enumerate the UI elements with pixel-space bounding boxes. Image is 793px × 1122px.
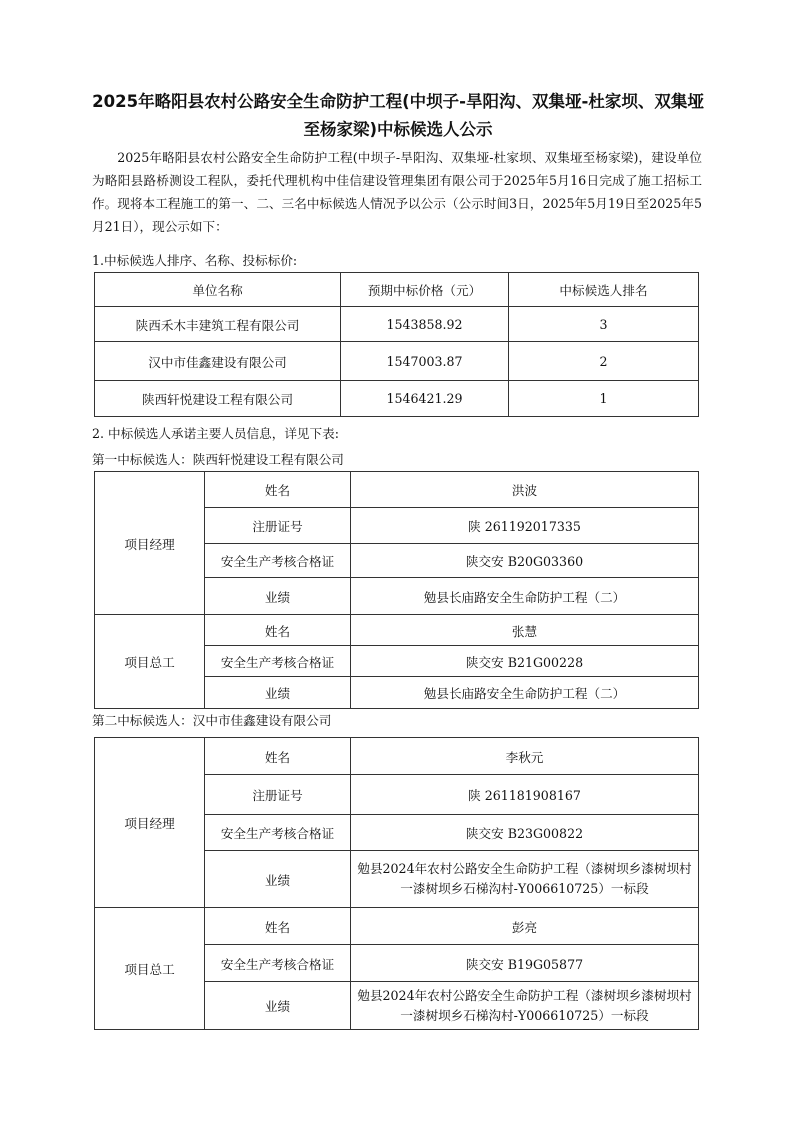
- role-project-manager: 项目经理: [95, 738, 205, 908]
- intro-paragraph: 2025年略阳县农村公路安全生命防护工程(中坝子-旱阳沟、双集垭-杜家坝、双集垭至杨家梁)，建设单位为略阳县路桥测设工程队，委托代理机构中佳信建设管理集团有限公司于2025年5月16日完成了施工招标工作。现将本工程施工的第一、二、三名中标候选人情况予以公示（公示时间3日，2025年5月19日至2025年5月21日），现公示如下：: [92, 150, 702, 234]
- first-candidate-caption: 第一中标候选人：陕西轩悦建设工程有限公司: [92, 452, 344, 467]
- candidate-rank: 1: [509, 381, 699, 417]
- field-label: 姓名: [205, 615, 351, 646]
- first-candidate-personnel-table: [94, 471, 699, 709]
- field-label: 业绩: [205, 578, 351, 615]
- bid-price: 1546421.29: [341, 381, 509, 417]
- field-label: 注册证号: [205, 508, 351, 544]
- field-label: 姓名: [205, 738, 351, 775]
- header-rank: 中标候选人排名: [509, 273, 699, 307]
- field-label: 安全生产考核合格证: [205, 544, 351, 578]
- company-name: 陕西禾木丰建筑工程有限公司: [95, 307, 341, 342]
- safety-certificate: 陕交安 B23G00822: [351, 815, 699, 851]
- person-name: 张慧: [351, 615, 699, 646]
- second-candidate-caption: 第二中标候选人：汉中市佳鑫建设有限公司: [92, 713, 332, 728]
- person-name: 李秋元: [351, 738, 699, 775]
- field-label: 姓名: [205, 472, 351, 508]
- field-label: 安全生产考核合格证: [205, 945, 351, 982]
- role-chief-engineer: 项目总工: [95, 615, 205, 709]
- role-project-manager: 项目经理: [95, 472, 205, 615]
- field-label: 业绩: [205, 851, 351, 908]
- section1-heading: 1.中标候选人排序、名称、投标标价:: [92, 253, 298, 268]
- candidate-rank: 2: [509, 342, 699, 381]
- performance-record: 勉县2024年农村公路安全生命防护工程（漆树坝乡漆树坝村一漆树坝乡石梯沟村-Y006610725）一标段: [351, 851, 699, 908]
- header-price: 预期中标价格（元）: [341, 273, 509, 307]
- bid-price: 1543858.92: [341, 307, 509, 342]
- safety-certificate: 陕交安 B19G05877: [351, 945, 699, 982]
- performance-record: 勉县2024年农村公路安全生命防护工程（漆树坝乡漆树坝村一漆树坝乡石梯沟村-Y006610725）一标段: [351, 982, 699, 1030]
- table-row: [95, 342, 699, 381]
- company-name: 陕西轩悦建设工程有限公司: [95, 381, 341, 417]
- field-label: 业绩: [205, 982, 351, 1030]
- performance-record: 勉县长庙路安全生命防护工程（二）: [351, 677, 699, 709]
- role-chief-engineer: 项目总工: [95, 908, 205, 1030]
- section2-heading: 2. 中标候选人承诺主要人员信息，详见下表:: [92, 426, 339, 441]
- bid-price: 1547003.87: [341, 342, 509, 381]
- field-label: 安全生产考核合格证: [205, 815, 351, 851]
- second-candidate-personnel-table: [94, 737, 699, 1030]
- table-row: [95, 307, 699, 342]
- person-name: 洪波: [351, 472, 699, 508]
- field-label: 注册证号: [205, 775, 351, 815]
- candidate-rank: 3: [509, 307, 699, 342]
- safety-certificate: 陕交安 B20G03360: [351, 544, 699, 578]
- company-name: 汉中市佳鑫建设有限公司: [95, 342, 341, 381]
- document-title: 2025年略阳县农村公路安全生命防护工程(中坝子-旱阳沟、双集垭-杜家坝、双集垭至杨家梁)中标候选人公示: [92, 92, 704, 139]
- table-header-row: [95, 273, 699, 307]
- performance-record: 勉县长庙路安全生命防护工程（二）: [351, 578, 699, 615]
- safety-certificate: 陕交安 B21G00228: [351, 646, 699, 677]
- field-label: 安全生产考核合格证: [205, 646, 351, 677]
- header-company: 单位名称: [95, 273, 341, 307]
- field-label: 姓名: [205, 908, 351, 945]
- person-name: 彭亮: [351, 908, 699, 945]
- bid-ranking-table: [94, 272, 699, 417]
- table-row: [95, 381, 699, 417]
- field-label: 业绩: [205, 677, 351, 709]
- registration-number: 陕 261192017335: [351, 508, 699, 544]
- registration-number: 陕 261181908167: [351, 775, 699, 815]
